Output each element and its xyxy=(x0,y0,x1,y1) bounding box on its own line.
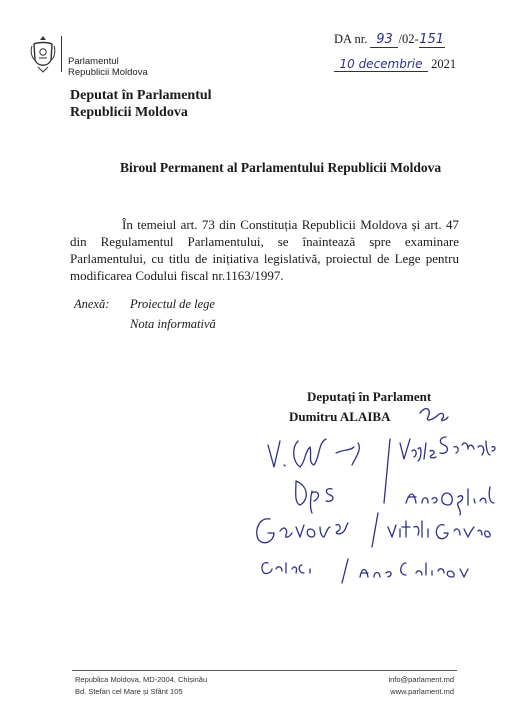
reg-year: 2021 xyxy=(431,57,457,71)
reg-date-handwritten: 10 decembrie xyxy=(334,57,428,72)
footer-divider xyxy=(72,670,457,671)
registration-number xyxy=(334,32,445,48)
sender-line1: Deputat în Parlamentul xyxy=(70,88,212,103)
reg-middle: /02- xyxy=(398,32,419,46)
coat-of-arms-icon xyxy=(30,34,56,74)
signature-title: Deputați în Parlament xyxy=(307,389,432,404)
body-paragraph: În temeiul art. 73 din Constituția Republicii Moldova și art. 47 din Regulamentul Parlamentului, se înaintează spre examinare Parlamentului, cu titlu de inițiativa legislativă, proiectul de Lege pentru modificarea Codului fiscal nr.1163/1997. xyxy=(70,217,459,283)
addressee: Biroul Permanent al Parlamentului Republicii Moldova xyxy=(120,160,442,175)
annex-label: Anexă: xyxy=(74,297,110,311)
handwritten-signatures xyxy=(240,403,500,588)
footer-website[interactable]: www.parlament.md xyxy=(390,687,454,696)
reg-prefix: DA nr. xyxy=(334,32,368,46)
reg-number-handwritten: 93 xyxy=(370,32,398,48)
annex-item: Nota informativă xyxy=(130,317,216,331)
footer-email[interactable]: info@parlament.md xyxy=(388,675,454,684)
institution-name-line1: Parlamentul xyxy=(68,56,119,67)
header-divider xyxy=(61,36,62,72)
registration-date xyxy=(334,57,456,72)
institution-name-line2: Republicii Moldova xyxy=(68,67,148,78)
sender-line2: Republicii Moldova xyxy=(70,105,188,120)
reg-suffix-handwritten: 151 xyxy=(419,32,445,47)
signatory-name: Dumitru ALAIBA xyxy=(289,409,391,424)
footer-address-line1: Republica Moldova, MD-2004, Chișinău xyxy=(75,675,208,684)
annex-item: Proiectul de lege xyxy=(130,297,215,311)
footer-address-line2: Bd. Ștefan cel Mare și Sfânt 105 xyxy=(75,687,183,696)
